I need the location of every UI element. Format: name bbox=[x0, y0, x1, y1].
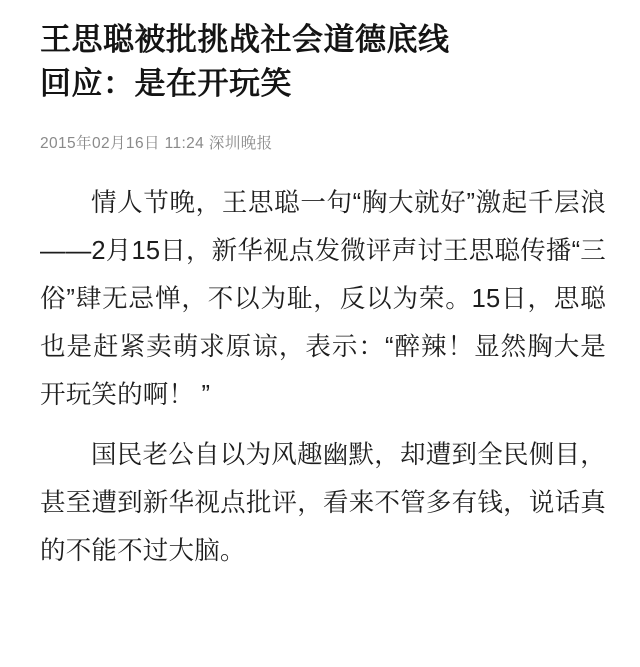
page-title bbox=[40, 18, 606, 106]
headline-line-1: 王思聪被批挑战社会道德底线 bbox=[40, 22, 450, 57]
article-paragraph: 国民老公自以为风趣幽默，却遭到全民侧目，甚至遭到新华视点批评，看来不管多有钱，说话真的不能不过大脑。 bbox=[40, 441, 606, 565]
headline-line-2: 回应：是在开玩笑 bbox=[40, 66, 292, 101]
article-paragraph: 情人节晚，王思聪一句“胸大就好”激起千层浪——2月15日，新华视点发微评声讨王思聪传播“三俗”肆无忌惮，不以为耻，反以为荣。15日，思聪也是赶紧卖萌求原谅，表示：“醉辣！显然胸大是开玩笑的啊！ ” bbox=[40, 189, 606, 409]
article-meta: 2015年02月16日 11:24 深圳晚报 bbox=[40, 135, 273, 152]
article-body bbox=[40, 179, 606, 575]
